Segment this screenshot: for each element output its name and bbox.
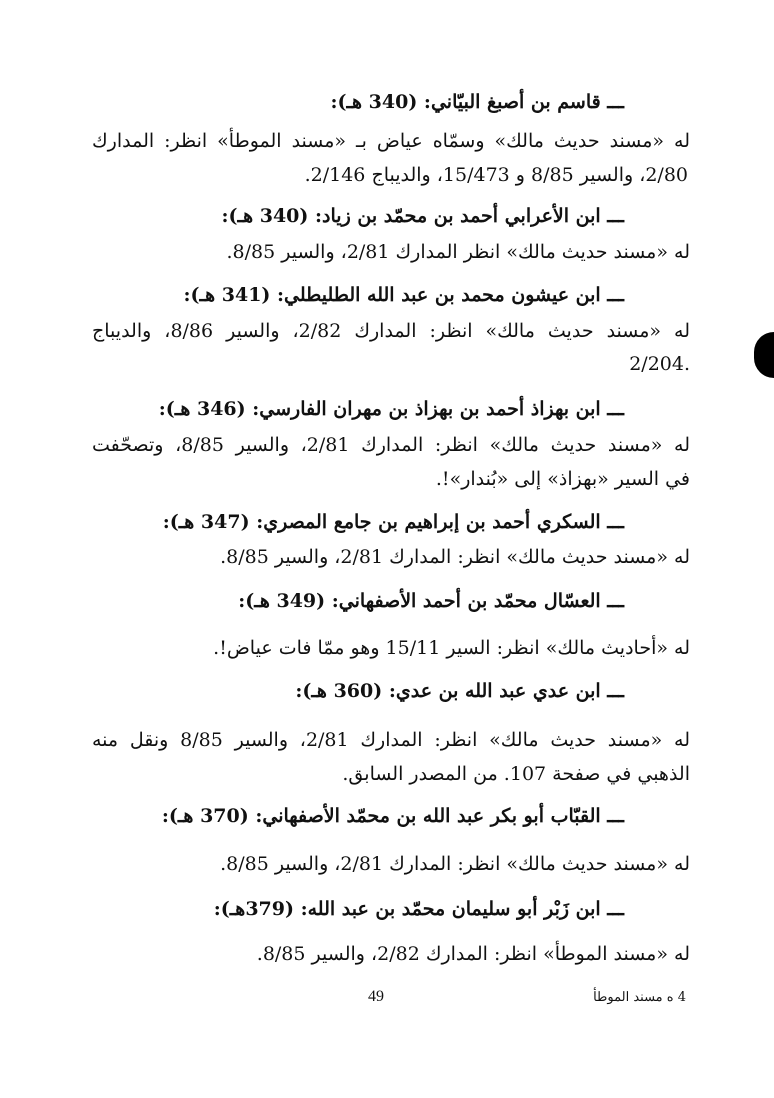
entry-heading: ـــ السكري أحمد بن إبراهيم بن جامع المصري: (347 هـ): xyxy=(162,511,624,533)
entry-body-line: له «مسند حديث مالك» انظر: المدارك 2/81، والسير 8/85 ونقل منه xyxy=(92,729,691,751)
entry-body-line: له «أحاديث مالك» انظر: السير 15/11 وهو ممّا فات عياض!. xyxy=(213,637,690,659)
entry-heading: ـــ ابن زَبْر أبو سليمان محمّد بن عبد الله: (379هـ): xyxy=(213,898,624,920)
entry-heading: ـــ القبّاب أبو بكر عبد الله بن محمّد الأصفهاني: (370 هـ): xyxy=(161,805,624,827)
page-edge-mark xyxy=(754,332,774,378)
page-number: 49 xyxy=(368,988,384,1005)
entry-body-line: في السير «بهزاذ» إلى «بُندار»!. xyxy=(435,468,690,490)
entry-heading: ـــ ابن بهزاذ أحمد بن بهزاذ بن مهران الفارسي: (346 هـ): xyxy=(158,398,624,420)
entry-body-line: له «مسند الموطأ» انظر: المدارك 2/82، والسير 8/85. xyxy=(256,943,690,965)
entry-body-line: له «مسند حديث مالك» انظر: المدارك 2/81، والسير 8/85. xyxy=(220,853,690,875)
entry-body-line: له «مسند حديث مالك» انظر: المدارك 2/82، والسير 8/86، والديباج xyxy=(92,320,691,342)
entry-body-line: له «مسند حديث مالك» وسمّاه عياض بـ «مسند الموطأ» انظر: المدارك xyxy=(92,130,690,152)
entry-heading: ـــ ابن عيشون محمد بن عبد الله الطليطلي: (341 هـ): xyxy=(183,284,624,306)
entry-heading: ـــ ابن الأعرابي أحمد بن محمّد بن زياد: (340 هـ): xyxy=(221,205,624,227)
entry-body-line: له «مسند حديث مالك» انظر المدارك 2/81، والسير 8/85. xyxy=(226,241,690,263)
footer-signature: 4 ه مسند الموطأ xyxy=(593,990,686,1005)
entry-heading: ـــ ابن عدي عبد الله بن عدي: (360 هـ): xyxy=(295,680,624,702)
entry-body-line: 2/204. xyxy=(629,353,690,375)
entry-heading: ـــ العسّال محمّد بن أحمد الأصفهاني: (349 هـ): xyxy=(238,590,624,612)
entry-heading: ـــ قاسم بن أصبغ البيّاني: (340 هـ): xyxy=(330,91,624,113)
entry-body-line: الذهبي في صفحة 107. من المصدر السابق. xyxy=(342,763,690,785)
entry-body-line: 2/80، والسير 8/85 و 15/473، والديباج 2/146. xyxy=(304,164,688,186)
entry-body-line: له «مسند حديث مالك» انظر: المدارك 2/81، والسير 8/85، وتصحّفت xyxy=(92,434,691,456)
entry-body-line: له «مسند حديث مالك» انظر: المدارك 2/81، والسير 8/85. xyxy=(220,546,690,568)
